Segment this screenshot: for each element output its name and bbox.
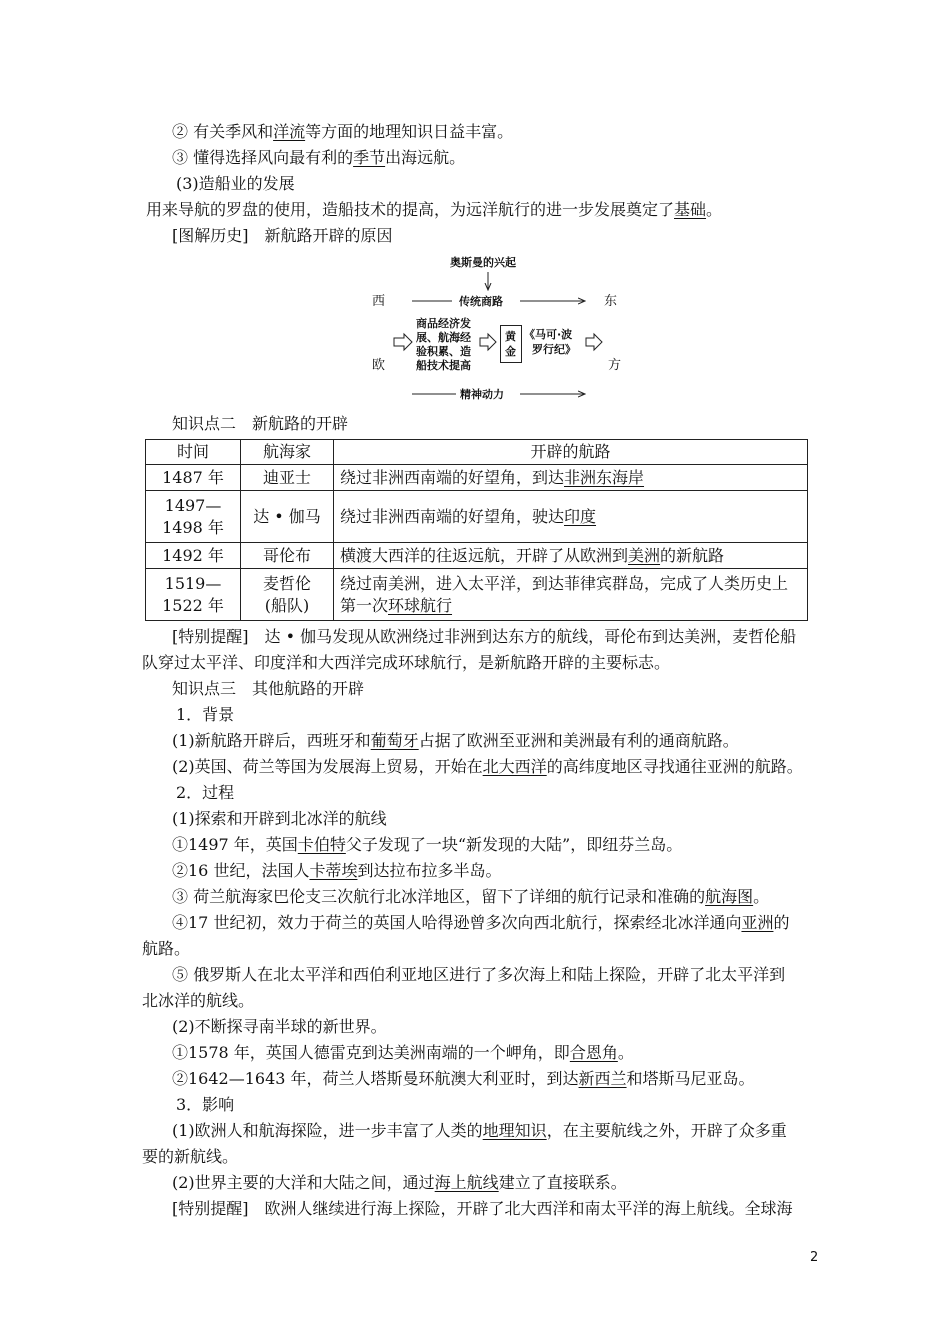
column-header: 时间 bbox=[146, 440, 241, 465]
diagram-west: 西 bbox=[372, 294, 386, 309]
answer-underline: 海上航线 bbox=[434, 1173, 499, 1192]
cell-route bbox=[334, 543, 808, 569]
diagram-book: 罗行纪》 bbox=[532, 343, 576, 356]
cell-time: 1487 年 bbox=[146, 465, 241, 491]
answer-underline: 航海图 bbox=[705, 887, 754, 906]
diagram-factor: 商品经济发 bbox=[416, 317, 471, 330]
text: 建立了直接联系。 bbox=[498, 1173, 627, 1192]
text-line bbox=[340, 595, 801, 617]
tip-text: [特别提醒] 达 • 伽马发现从欧洲绕过非洲到达东方的航线，哥伦布到达美洲，麦哲伦船 bbox=[172, 627, 797, 646]
diagram-caption: [图解历史] 新航路开辟的原因 bbox=[172, 226, 393, 245]
table-row bbox=[146, 569, 808, 621]
text: ③ 懂得选择风向最有利的 bbox=[172, 148, 354, 167]
text: 1519— bbox=[164, 573, 222, 593]
answer-underline: 季节 bbox=[353, 148, 386, 167]
text: 的新航路 bbox=[660, 545, 725, 565]
text: 横渡大西洋的往返远航，开辟了从欧洲到 bbox=[340, 545, 629, 565]
text: 1498 年 bbox=[162, 517, 224, 537]
text: (1)新航路开辟后，西班牙和 bbox=[172, 731, 371, 750]
text-line bbox=[146, 200, 722, 220]
text: ②16 世纪，法国人 bbox=[172, 861, 310, 880]
text: 父子发现了一块“新发现的大陆”，即纽芬兰岛。 bbox=[345, 835, 683, 854]
text-line bbox=[172, 731, 739, 751]
subheading: 3．影响 bbox=[176, 1095, 235, 1114]
diagram-europe: 欧 bbox=[372, 358, 386, 373]
text-line bbox=[172, 757, 803, 777]
tip-text: [特别提醒] 欧洲人继续进行海上探险，开辟了北大西洋和南太平洋的海上航线。全球海 bbox=[172, 1199, 793, 1218]
hollow-arrow-3 bbox=[586, 334, 602, 350]
text: 的 bbox=[773, 913, 790, 932]
text: (2)世界主要的大洋和大陆之间，通过 bbox=[172, 1173, 435, 1192]
causes-diagram bbox=[360, 250, 640, 405]
column-header: 航海家 bbox=[241, 440, 334, 465]
text-line: 北冰洋的航线。 bbox=[142, 991, 255, 1010]
answer-underline: 非洲东海岸 bbox=[564, 467, 645, 487]
text-line: (1)探索和开辟到北冰洋的航线 bbox=[172, 809, 387, 828]
text: ①1497 年，英国 bbox=[172, 835, 298, 854]
cell-navigator: 迪亚士 bbox=[241, 465, 334, 491]
text: ② 有关季风和 bbox=[172, 122, 274, 141]
text: 的高纬度地区寻找通往亚洲的航路。 bbox=[546, 757, 803, 776]
text-line: ⑤ 俄罗斯人在北太平洋和西伯利亚地区进行了多次海上和陆上探险，开辟了北太平洋到 bbox=[172, 965, 786, 984]
diagram-book: 《马可·波 bbox=[524, 328, 573, 341]
answer-underline: 基础 bbox=[674, 200, 707, 219]
text-line: 要的新航线。 bbox=[142, 1147, 239, 1166]
text: ③ 荷兰航海家巴伦支三次航行北冰洋地区，留下了详细的航行记录和准确的 bbox=[172, 887, 706, 906]
diagram-orient: 方 bbox=[608, 358, 622, 373]
diagram-factor: 展、航海经 bbox=[416, 331, 471, 344]
answer-underline: 卡蒂埃 bbox=[309, 861, 358, 880]
routes-table bbox=[145, 439, 808, 621]
column-header: 开辟的航路 bbox=[334, 440, 808, 465]
answer-underline: 地理知识 bbox=[482, 1121, 547, 1140]
text-line: (2)不断探寻南半球的新世界。 bbox=[172, 1017, 387, 1036]
answer-underline: 美洲 bbox=[628, 545, 661, 565]
answer-underline: 卡伯特 bbox=[297, 835, 346, 854]
cell-time bbox=[146, 569, 241, 621]
text: ②1642—1643 年，荷兰人塔斯曼环航澳大利亚时，到达 bbox=[172, 1069, 579, 1088]
answer-underline: 环球航行 bbox=[388, 595, 453, 615]
answer-underline: 亚洲 bbox=[741, 913, 774, 932]
diagram-spirit: 精神动力 bbox=[460, 388, 504, 401]
text-line bbox=[172, 148, 465, 168]
answer-underline: 葡萄牙 bbox=[370, 731, 419, 750]
text-line bbox=[172, 887, 769, 907]
text-line bbox=[172, 861, 501, 881]
answer-underline: 印度 bbox=[564, 506, 597, 526]
cell-route bbox=[334, 465, 808, 491]
text-line bbox=[172, 835, 682, 855]
text: (1)欧洲人和航海探险，进一步丰富了人类的 bbox=[172, 1121, 483, 1140]
text: ①1578 年，英国人德雷克到达美洲南端的一个岬角，即 bbox=[172, 1043, 570, 1062]
diagram-gold: 黄 bbox=[505, 330, 516, 343]
subheading: (3)造船业的发展 bbox=[176, 174, 295, 193]
text-line bbox=[172, 1069, 755, 1089]
text: 绕过非洲西南端的好望角，到达 bbox=[340, 467, 565, 487]
text-line bbox=[172, 1043, 634, 1063]
answer-underline: 合恩角 bbox=[569, 1043, 618, 1062]
text: 。 bbox=[706, 200, 723, 219]
text: 占据了欧洲至亚洲和美洲最有利的通商航路。 bbox=[418, 731, 739, 750]
text-line: 航路。 bbox=[142, 939, 191, 958]
diagram-factor: 验积累、造 bbox=[416, 345, 471, 358]
cell-navigator: 达 • 伽马 bbox=[241, 491, 334, 543]
section-title: 知识点三 其他航路的开辟 bbox=[172, 679, 365, 698]
text: 等方面的地理知识日益丰富。 bbox=[305, 122, 514, 141]
text: (船队) bbox=[264, 595, 310, 615]
subheading: 1．背景 bbox=[176, 705, 235, 724]
text: 用来导航的罗盘的使用，造船技术的提高，为远洋航行的进一步发展奠定了 bbox=[146, 200, 675, 219]
text: 。 bbox=[617, 1043, 634, 1062]
text: 1497— bbox=[164, 495, 222, 515]
text: 1522 年 bbox=[162, 595, 224, 615]
text-line bbox=[172, 1173, 627, 1193]
text: 到达拉布拉多半岛。 bbox=[357, 861, 502, 880]
cell-navigator bbox=[241, 569, 334, 621]
diagram-trade: 传统商路 bbox=[459, 295, 503, 308]
text: 绕过非洲西南端的好望角，驶达 bbox=[340, 506, 565, 526]
cell-route bbox=[334, 491, 808, 543]
text-line bbox=[172, 913, 789, 933]
table-row bbox=[146, 543, 808, 569]
table-row bbox=[146, 465, 808, 491]
cell-time: 1492 年 bbox=[146, 543, 241, 569]
cell-time bbox=[146, 491, 241, 543]
text: ④17 世纪初，效力于荷兰的英国人哈得逊曾多次向西北航行，探索经北冰洋通向 bbox=[172, 913, 742, 932]
section-title: 知识点二 新航路的开辟 bbox=[172, 414, 349, 433]
diagram-factor: 船技术提高 bbox=[416, 359, 471, 372]
text-line bbox=[172, 122, 513, 142]
table-header-row bbox=[146, 440, 808, 465]
diagram-top-label: 奥斯曼的兴起 bbox=[450, 256, 516, 269]
text: 。 bbox=[753, 887, 770, 906]
cell-navigator: 哥伦布 bbox=[241, 543, 334, 569]
text: (2)英国、荷兰等国为发展海上贸易，开始在 bbox=[172, 757, 483, 776]
text: 第一次 bbox=[340, 595, 389, 615]
text-line bbox=[172, 1121, 787, 1141]
answer-underline: 新西兰 bbox=[578, 1069, 627, 1088]
text: 和塔斯马尼亚岛。 bbox=[626, 1069, 755, 1088]
text: 出海远航。 bbox=[385, 148, 466, 167]
answer-underline: 北大西洋 bbox=[482, 757, 547, 776]
hollow-arrow-1 bbox=[394, 334, 412, 350]
diagram-gold: 金 bbox=[505, 345, 516, 358]
text: 麦哲伦 bbox=[262, 573, 311, 593]
diagram-east: 东 bbox=[604, 294, 618, 309]
hollow-arrow-2 bbox=[480, 334, 496, 350]
text: 绕过南美洲，进入太平洋，到达菲律宾群岛，完成了人类历史上 bbox=[340, 573, 789, 593]
text: ，在主要航线之外，开辟了众多重 bbox=[546, 1121, 787, 1140]
cell-route bbox=[334, 569, 808, 621]
answer-underline: 洋流 bbox=[273, 122, 306, 141]
subheading: 2．过程 bbox=[176, 783, 235, 802]
page-number: 2 bbox=[810, 1250, 819, 1265]
table-row bbox=[146, 491, 808, 543]
tip-text: 队穿过太平洋、印度洋和大西洋完成环球航行，是新航路开辟的主要标志。 bbox=[142, 653, 671, 672]
